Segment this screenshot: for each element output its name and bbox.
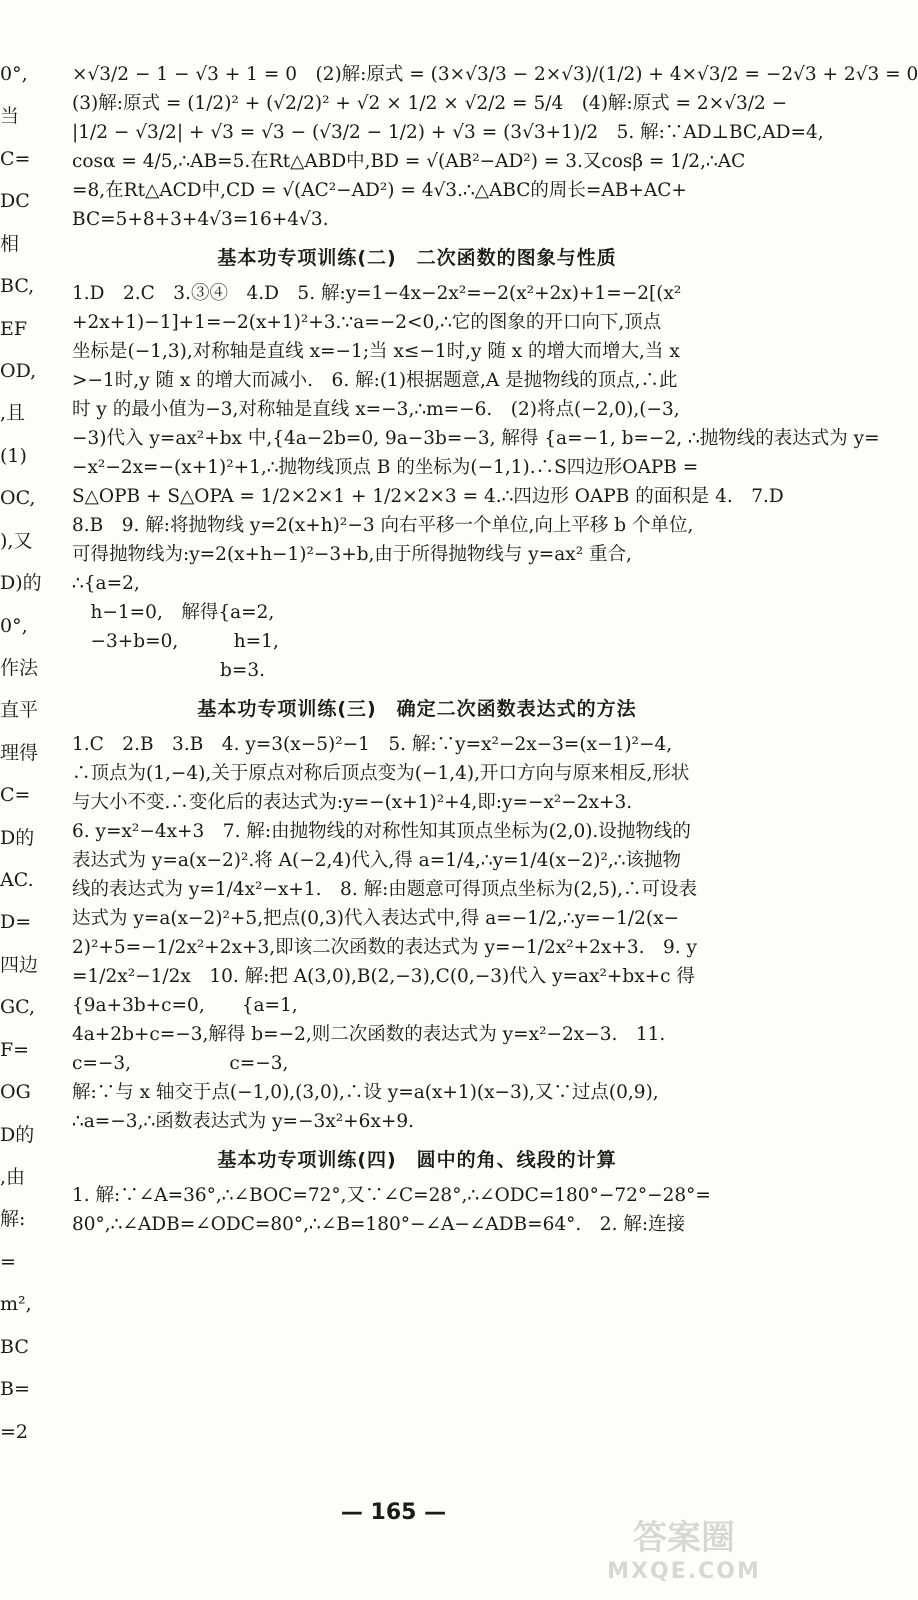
margin-fragment: 解: (0, 1208, 26, 1231)
text-line: 时 y 的最小值为−3,对称轴是直线 x=−3,∴m=−6. (2)将点(−2,0),(−3, (72, 399, 680, 420)
text-line: ∴顶点为(1,−4),关于原点对称后顶点变为(−1,4),开口方向与原来相反,形状 (72, 763, 690, 784)
margin-fragment: D的 (0, 1123, 35, 1146)
text-line: h−1=0, 解得{a=2, (72, 602, 275, 623)
text-line: 1. 解:∵∠A=36°,∴∠BOC=72°,又∵∠C=28°,∴∠ODC=180°−72°−28°= (72, 1185, 711, 1206)
margin-fragment: OG (0, 1081, 31, 1104)
text-line: c=−3, c=−3, (72, 1053, 289, 1074)
margin-fragment: C= (0, 784, 31, 807)
text-line: 8.B 9. 解:将抛物线 y=2(x+h)²−3 向右平移一个单位,向上平移 b 个单位, (72, 515, 694, 536)
text-line: +2x+1)−1]+1=−2(x+1)²+3.∵a=−2<0,∴它的图象的开口向下,顶点 (72, 312, 662, 333)
text-line: ×√3/2 − 1 − √3 + 1 = 0 (2)解:原式 = (3×√3/3 − 2×√3)/(1/2) + 4×√3/2 = −2√3 + 2√3 = 0 (72, 64, 918, 85)
watermark-logo (599, 1510, 769, 1590)
margin-fragment: BC, (0, 275, 35, 298)
margin-fragment: 四边 (0, 953, 39, 976)
text-line: 解:∵与 x 轴交于点(−1,0),(3,0),∴设 y=a(x+1)(x−3),又∵过点(0,9), (72, 1082, 659, 1103)
margin-fragment: D的 (0, 826, 35, 849)
margin-fragment: F= (0, 1038, 30, 1061)
page-number: — 165 — (340, 1500, 447, 1525)
margin-fragment: 0°, (0, 614, 28, 637)
margin-fragment: 直平 (0, 699, 39, 722)
margin-fragment: 理得 (0, 741, 39, 764)
text-line: 与大小不变.∴变化后的表达式为:y=−(x+1)²+4,即:y=−x²−2x+3. (72, 792, 633, 813)
margin-fragment: (1) (0, 444, 27, 467)
text-line: 1.D 2.C 3.③④ 4.D 5. 解:y=1−4x−2x²=−2(x²+2x)+1=−2[(x² (72, 283, 682, 304)
text-line: >−1时,y 随 x 的增大而减小. 6. 解:(1)根据题意,A 是抛物线的顶点,∴此 (72, 370, 678, 391)
text-line: 达式为 y=a(x−2)²+5,把点(0,3)代入表达式中,得 a=−1/2,∴y=−1/2(x− (72, 908, 680, 929)
text-line: ∴{a=2, (72, 573, 140, 594)
margin-fragment: = (0, 1250, 16, 1273)
text-line: =8,在Rt△ACD中,CD = √(AC²−AD²) = 4√3.∴△ABC的周长=AB+AC+ (72, 180, 687, 201)
margin-fragment: ,且 (0, 402, 26, 425)
margin-fragment: B= (0, 1378, 30, 1401)
margin-fragment: 作法 (0, 656, 39, 679)
text-line: −3+b=0, h=1, (72, 631, 279, 652)
text-line: |1/2 − √3/2| + √3 = √3 − (√3/2 − 1/2) + √3 = (3√3+1)/2 5. 解:∵AD⊥BC,AD=4, (72, 122, 824, 143)
text-line: {9a+3b+c=0, {a=1, (72, 995, 298, 1016)
text-line: BC=5+8+3+4√3=16+4√3. (72, 209, 329, 230)
text-line: −x²−2x=−(x+1)²+1,∴抛物线顶点 B 的坐标为(−1,1).∴S四边形OAPB = (72, 457, 699, 478)
section-2-body (72, 279, 880, 685)
watermark-bottom: MXQE.COM (607, 1559, 761, 1584)
text-line: 1.C 2.B 3.B 4. y=3(x−5)²−1 5. 解:∵y=x²−2x−3=(x−1)²−4, (72, 734, 673, 755)
section-title-2: 基本功专项训练(二) 二次函数的图象与性质 (217, 247, 617, 269)
margin-fragment: ,由 (0, 1166, 26, 1189)
margin-fragment: OC, (0, 487, 36, 510)
text-line: cosα = 4/5,∴AB=5.在Rt△ABD中,BD = √(AB²−AD²) = 3.又cosβ = 1/2,∴AC (72, 151, 746, 172)
text-line: S△OPB + S△OPA = 1/2×2×1 + 1/2×2×3 = 4.∴四边形 OAPB 的面积是 4. 7.D (72, 486, 784, 507)
text-line: b=3. (72, 660, 265, 681)
text-line: 80°,∴∠ADB=∠ODC=80°,∴∠B=180°−∠A−∠ADB=64°. 2. 解:连接 (72, 1214, 686, 1235)
margin-fragment: 当 (0, 105, 20, 128)
left-margin-fragments (0, 0, 42, 1600)
margin-fragment: D)的 (0, 572, 42, 595)
text-line: 表达式为 y=a(x−2)².将 A(−2,4)代入,得 a=1/4,∴y=1/4(x−2)²,∴该抛物 (72, 850, 682, 871)
text-line: 6. y=x²−4x+3 7. 解:由抛物线的对称性知其顶点坐标为(2,0).设抛物线的 (72, 821, 691, 842)
margin-fragment: EF (0, 317, 28, 340)
margin-fragment: ),又 (0, 529, 33, 552)
section-4-body (72, 1181, 762, 1239)
watermark-top: 答案圈 (633, 1518, 735, 1558)
text-line: 可得抛物线为:y=2(x+h−1)²−3+b,由于所得抛物线与 y=ax² 重合, (72, 544, 632, 565)
margin-fragment: D= (0, 911, 32, 934)
text-line: =1/2x²−1/2x 10. 解:把 A(3,0),B(2,−3),C(0,−3)代入 y=ax²+bx+c 得 (72, 966, 695, 987)
section-title-3: 基本功专项训练(三) 确定二次函数表达式的方法 (197, 698, 637, 720)
margin-fragment: OD, (0, 359, 37, 382)
text-line: (3)解:原式 = (1/2)² + (√2/2)² + √2 × 1/2 × √2/2 = 5/4 (4)解:原式 = 2×√3/2 − (72, 93, 788, 114)
text-line: 线的表达式为 y=1/4x²−x+1. 8. 解:由题意可得顶点坐标为(2,5),∴可设表 (72, 879, 698, 900)
text-line: 坐标是(−1,3),对称轴是直线 x=−1;当 x≤−1时,y 随 x 的增大而增大,当 x (72, 341, 680, 362)
margin-fragment: DC (0, 190, 30, 213)
text-line: 2)²+5=−1/2x²+2x+3,即该二次函数的表达式为 y=−1/2x²+2x+3. 9. y (72, 937, 697, 958)
margin-fragment: BC (0, 1335, 29, 1358)
margin-fragment: GC, (0, 996, 36, 1019)
text-line: −3)代入 y=ax²+bx 中,{4a−2b=0, 9a−3b=−3, 解得 {a=−1, b=−2, ∴抛物线的表达式为 y= (72, 428, 880, 449)
margin-fragment: C= (0, 147, 31, 170)
margin-fragment: 0°, (0, 63, 28, 85)
margin-fragment: AC. (0, 869, 34, 892)
answer-page (72, 60, 918, 1239)
section-3-body (72, 730, 762, 1136)
section-1-continuation (72, 60, 918, 234)
section-title-4: 基本功专项训练(四) 圆中的角、线段的计算 (217, 1149, 617, 1171)
margin-fragment: m², (0, 1293, 32, 1316)
margin-fragment: 相 (0, 232, 20, 255)
text-line: 4a+2b+c=−3,解得 b=−2,则二次函数的表达式为 y=x²−2x−3. 11. (72, 1024, 666, 1045)
text-line: ∴a=−3,∴函数表达式为 y=−3x²+6x+9. (72, 1111, 415, 1132)
margin-fragment: =2 (0, 1420, 29, 1443)
